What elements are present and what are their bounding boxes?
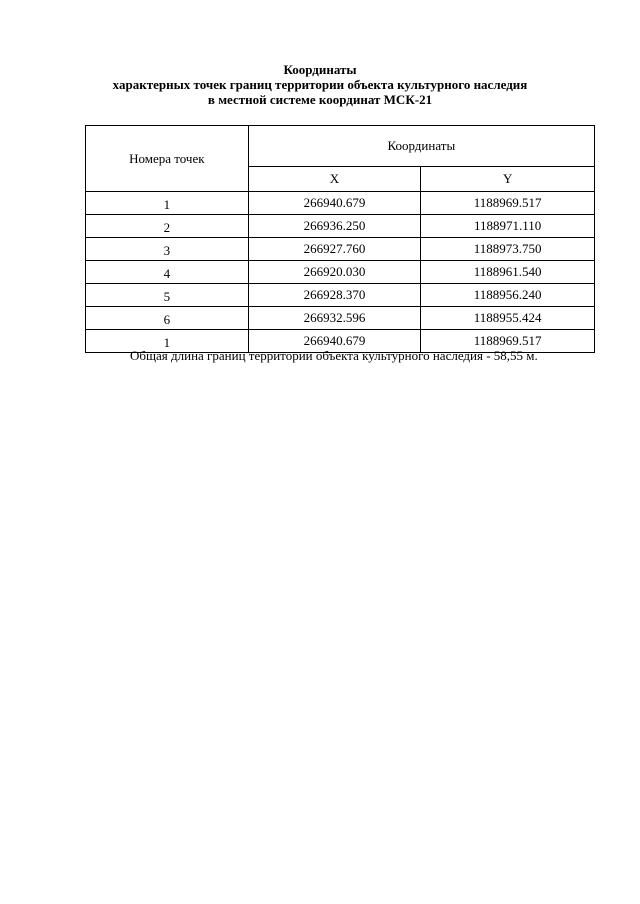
- cell-point: 1: [86, 192, 249, 215]
- total-length-note: Общая длина границ территории объекта культурного наследия - 58,55 м.: [130, 348, 538, 363]
- cell-x: 266920.030: [248, 261, 421, 284]
- cell-point: 3: [86, 238, 249, 261]
- title-line-3: в местной системе координат МСК-21: [207, 92, 433, 107]
- table-row: [86, 192, 595, 215]
- title-line-2: характерных точек границ территории объекта культурного наследия: [112, 77, 528, 92]
- cell-x: 266932.596: [248, 307, 421, 330]
- header-coordinates: Координаты: [248, 126, 594, 167]
- cell-x: 266928.370: [248, 284, 421, 307]
- cell-y: 1188969.517: [421, 192, 595, 215]
- cell-point: 1: [86, 330, 249, 353]
- cell-x: 266927.760: [248, 238, 421, 261]
- header-point-numbers: Номера точек: [86, 126, 249, 192]
- cell-y: 1188955.424: [421, 307, 595, 330]
- header-y: Y: [421, 167, 595, 192]
- table-row: [86, 238, 595, 261]
- cell-point: 4: [86, 261, 249, 284]
- cell-x: 266940.679: [248, 192, 421, 215]
- table-row: [86, 215, 595, 238]
- cell-point: 6: [86, 307, 249, 330]
- document-title: [0, 62, 640, 107]
- cell-y: 1188961.540: [421, 261, 595, 284]
- header-x: X: [248, 167, 421, 192]
- cell-y: 1188969.517: [421, 330, 595, 353]
- cell-y: 1188973.750: [421, 238, 595, 261]
- cell-point: 2: [86, 215, 249, 238]
- cell-point: 5: [86, 284, 249, 307]
- table-row: [86, 261, 595, 284]
- table-row: [86, 307, 595, 330]
- cell-y: 1188971.110: [421, 215, 595, 238]
- table-row: [86, 284, 595, 307]
- cell-x: 266936.250: [248, 215, 421, 238]
- coordinates-table: [85, 125, 595, 353]
- cell-x: 266940.679: [248, 330, 421, 353]
- cell-y: 1188956.240: [421, 284, 595, 307]
- title-line-1: Координаты: [283, 62, 357, 77]
